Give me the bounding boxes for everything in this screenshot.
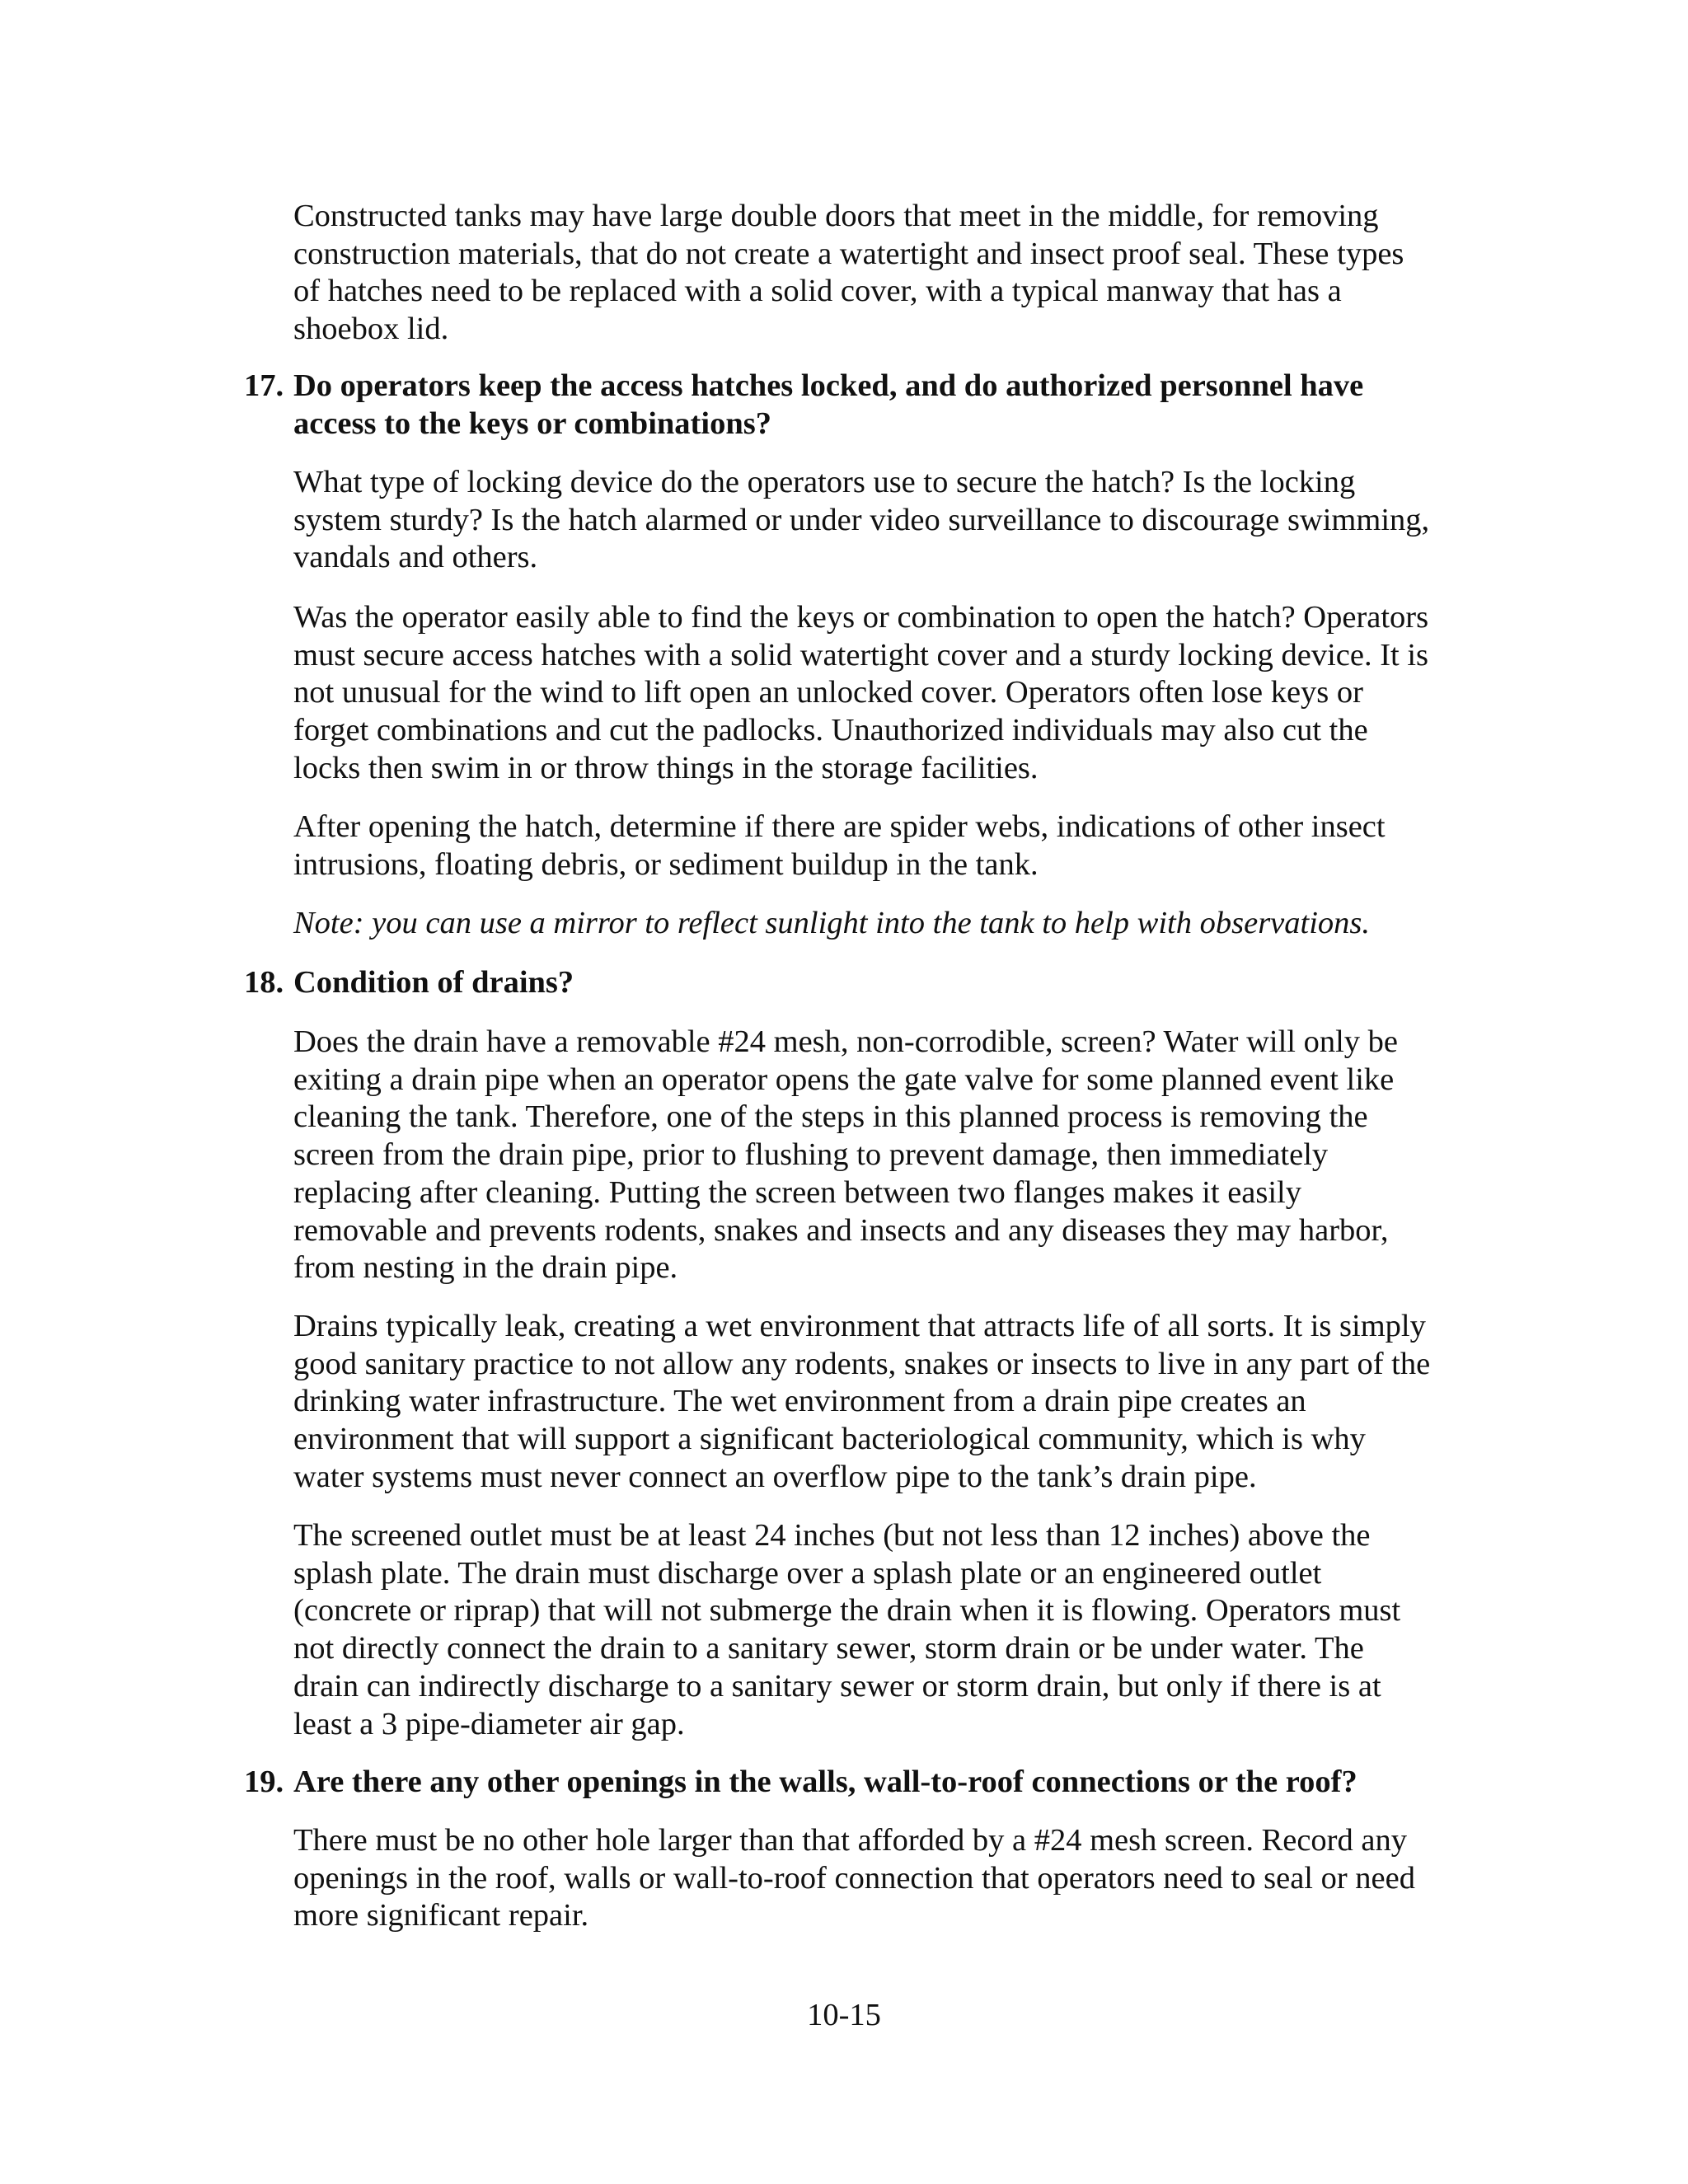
heading-line: access to the keys or combinations? — [293, 405, 771, 441]
question-18-number: 18. — [244, 965, 284, 1000]
text-line: After opening the hatch, determine if there are spider webs, indications of other insect — [293, 809, 1386, 844]
text-line: openings in the roof, walls or wall-to-roof connection that operators need to seal or need — [293, 1860, 1415, 1896]
text-line: Was the operator easily able to find the keys or combination to open the hatch? Operators — [293, 600, 1429, 635]
question-18-paragraph-2 — [293, 1308, 1493, 1497]
question-17-number: 17. — [244, 368, 284, 403]
text-line: must secure access hatches with a solid watertight cover and a sturdy locking device. It is — [293, 637, 1429, 673]
text-line: not directly connect the drain to a sanitary sewer, storm drain or be under water. The — [293, 1631, 1364, 1666]
text-line: Constructed tanks may have large double doors that meet in the middle, for removing — [293, 199, 1379, 233]
note-line: Note: you can use a mirror to reflect sunlight into the tank to help with observations. — [293, 906, 1371, 940]
text-line: shoebox lid. — [293, 312, 449, 347]
intro-paragraph — [293, 198, 1493, 349]
text-line: The screened outlet must be at least 24 inches (but not less than 12 inches) above the — [293, 1518, 1371, 1553]
question-17-paragraph-2 — [293, 599, 1493, 788]
question-17-note — [293, 905, 1493, 943]
text-line: intrusions, floating debris, or sediment buildup in the tank. — [293, 846, 1039, 882]
text-line: Drains typically leak, creating a wet environment that attracts life of all sorts. It is simply — [293, 1309, 1426, 1343]
question-18-heading — [293, 964, 1493, 1002]
question-19-paragraph-1 — [293, 1822, 1493, 1935]
text-line: system sturdy? Is the hatch alarmed or under video surveillance to discourage swimming, — [293, 502, 1430, 537]
text-line: drinking water infrastructure. The wet environment from a drain pipe creates an — [293, 1384, 1306, 1419]
text-line: What type of locking device do the operators use to secure the hatch? Is the locking — [293, 465, 1356, 499]
text-line: environment that will support a significant bacteriological community, which is why — [293, 1422, 1366, 1457]
text-line: least a 3 pipe-diameter air gap. — [293, 1706, 685, 1741]
question-17-paragraph-3 — [293, 808, 1493, 883]
text-line: forget combinations and cut the padlocks. Unauthorized individuals may also cut the — [293, 713, 1368, 748]
text-line: (concrete or riprap) that will not submerge the drain when it is flowing. Operators must — [293, 1593, 1401, 1629]
heading-line: Do operators keep the access hatches locked, and do authorized personnel have — [293, 368, 1364, 403]
question-18-paragraph-1 — [293, 1024, 1493, 1287]
text-line: removable and prevents rodents, snakes and insects and any diseases they may harbor, — [293, 1212, 1389, 1248]
question-19-heading — [293, 1764, 1493, 1802]
text-line: splash plate. The drain must discharge over a splash plate or an engineered outlet — [293, 1555, 1322, 1591]
text-line: good sanitary practice to not allow any rodents, snakes or insects to live in any part of the — [293, 1346, 1431, 1381]
text-line: construction materials, that do not create a watertight and insect proof seal. These types — [293, 236, 1404, 271]
text-line: not unusual for the wind to lift open an unlocked cover. Operators often lose keys or — [293, 675, 1363, 710]
heading-line: Are there any other openings in the walls, wall-to-roof connections or the roof? — [293, 1765, 1357, 1799]
text-line: vandals and others. — [293, 540, 538, 575]
text-line: There must be no other hole larger than that afforded by a #24 mesh screen. Record any — [293, 1823, 1407, 1858]
text-line: more significant repair. — [293, 1898, 589, 1933]
page-number: 10-15 — [807, 1998, 881, 2032]
text-line: water systems must never connect an overflow pipe to the tank’s drain pipe. — [293, 1459, 1257, 1494]
text-line: drain can indirectly discharge to a sanitary sewer or storm drain, but only if there is at — [293, 1668, 1381, 1704]
question-17-paragraph-1 — [293, 464, 1493, 577]
question-17-heading — [293, 368, 1493, 443]
text-line: screen from the drain pipe, prior to flushing to prevent damage, then immediately — [293, 1137, 1329, 1173]
text-line: locks then swim in or throw things in the storage facilities. — [293, 750, 1039, 785]
text-line: Does the drain have a removable #24 mesh, non-corrodible, screen? Water will only be — [293, 1024, 1399, 1059]
text-line: exiting a drain pipe when an operator opens the gate valve for some planned event like — [293, 1062, 1395, 1097]
question-18-paragraph-3 — [293, 1517, 1493, 1743]
text-line: cleaning the tank. Therefore, one of the steps in this planned process is removing the — [293, 1099, 1368, 1135]
text-line: replacing after cleaning. Putting the screen between two flanges makes it easily — [293, 1174, 1301, 1210]
heading-line: Condition of drains? — [293, 965, 574, 1000]
text-line: from nesting in the drain pipe. — [293, 1250, 678, 1286]
text-line: of hatches need to be replaced with a solid cover, with a typical manway that has a — [293, 274, 1342, 309]
question-19-number: 19. — [244, 1765, 284, 1799]
